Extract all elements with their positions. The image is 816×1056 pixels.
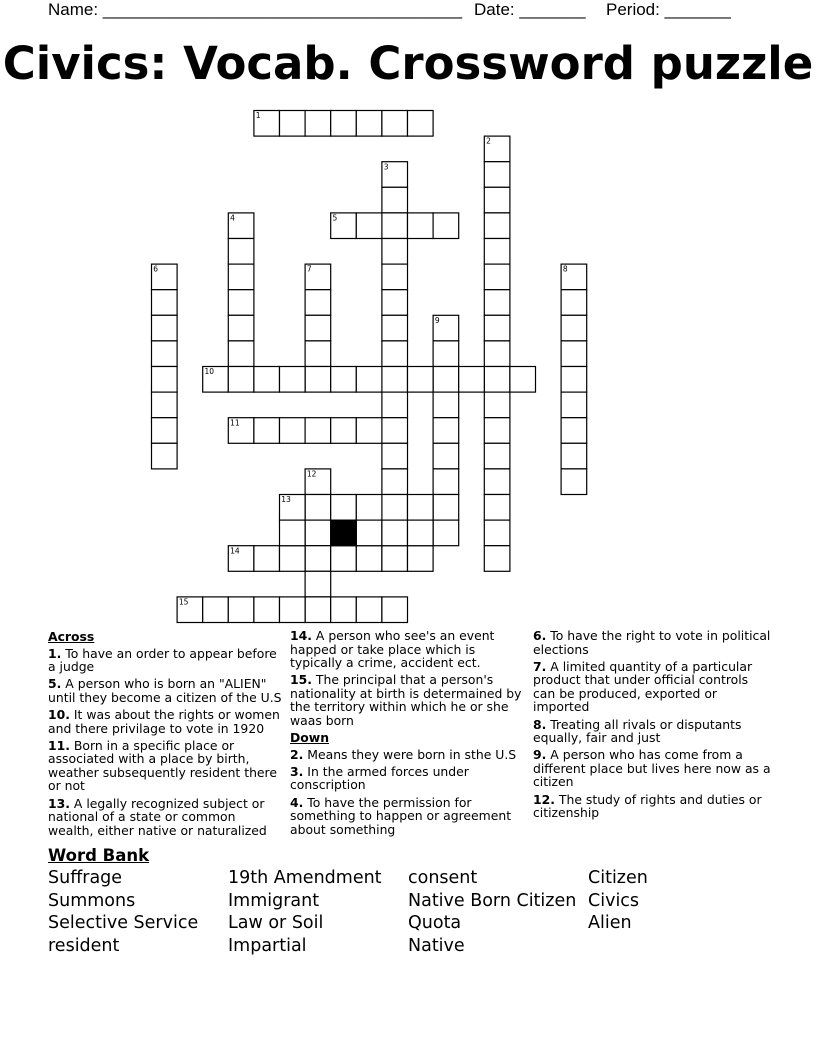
word-bank-item: resident xyxy=(48,936,120,956)
word-bank-item: Quota xyxy=(408,913,462,933)
grid-cell[interactable] xyxy=(305,546,331,572)
grid-cell[interactable] xyxy=(305,367,331,393)
clue-number-label: 4 xyxy=(230,213,235,223)
grid-cell[interactable] xyxy=(305,264,331,290)
grid-cell[interactable] xyxy=(484,187,510,213)
clue-across-11 xyxy=(48,739,284,793)
clues-column-1 xyxy=(48,629,284,841)
grid-cell[interactable] xyxy=(331,213,357,239)
clue-down-12 xyxy=(533,793,773,820)
clue-text: To have the right to vote in political elections xyxy=(533,628,771,657)
grid-cell[interactable] xyxy=(152,315,178,341)
clues-column-2 xyxy=(290,629,526,840)
black-cell xyxy=(331,520,357,546)
grid-cell[interactable] xyxy=(305,520,331,546)
clue-number: 14. xyxy=(290,628,312,643)
grid-cell[interactable] xyxy=(356,418,382,444)
grid-cell[interactable] xyxy=(382,392,408,418)
word-bank-title: Word Bank xyxy=(48,846,150,865)
grid-cell[interactable] xyxy=(484,136,510,162)
grid-cell[interactable] xyxy=(228,290,254,316)
grid-cell[interactable] xyxy=(484,495,510,521)
grid-cell[interactable] xyxy=(408,495,434,521)
clue-number-label: 8 xyxy=(562,264,568,274)
grid-cell[interactable] xyxy=(331,111,357,137)
clue-number-label: 14 xyxy=(230,546,240,556)
clue-text: To have the permission for something to happen or agreement about something xyxy=(290,794,512,837)
grid-cell[interactable] xyxy=(254,597,280,623)
grid-cell[interactable] xyxy=(254,546,280,572)
grid-cell[interactable] xyxy=(382,213,408,239)
clue-text: To have an order to appear before a judge xyxy=(48,645,277,675)
grid-cell[interactable] xyxy=(382,341,408,367)
grid-cell[interactable] xyxy=(331,597,357,623)
grid-cell[interactable] xyxy=(408,546,434,572)
grid-cell[interactable] xyxy=(305,469,331,495)
grid-cell[interactable] xyxy=(280,367,306,393)
grid-cell[interactable] xyxy=(152,264,178,290)
grid-cell[interactable] xyxy=(331,418,357,444)
grid-cell[interactable] xyxy=(382,187,408,213)
clue-number: 9. xyxy=(533,747,547,763)
grid-cell[interactable] xyxy=(228,264,254,290)
grid-cell[interactable] xyxy=(561,443,587,469)
grid-cell[interactable] xyxy=(561,367,587,393)
grid-cell[interactable] xyxy=(331,367,357,393)
clue-down-6 xyxy=(533,629,773,656)
grid-cell[interactable] xyxy=(382,495,408,521)
grid-cell[interactable] xyxy=(280,597,306,623)
clue-text: The principal that a person's nationality at birth is determained by the territory within which he or she waas born xyxy=(290,672,522,729)
grid-cell[interactable] xyxy=(305,111,331,137)
grid-cell[interactable] xyxy=(228,315,254,341)
clue-down-7 xyxy=(533,660,773,714)
grid-cell[interactable] xyxy=(305,597,331,623)
down-heading: Down xyxy=(290,730,330,746)
clue-number: 5. xyxy=(48,676,62,692)
grid-cell[interactable] xyxy=(382,546,408,572)
grid-cell[interactable] xyxy=(484,367,510,393)
clue-down-8 xyxy=(533,718,773,745)
word-bank-item: Alien xyxy=(588,913,632,933)
grid-cell[interactable] xyxy=(305,341,331,367)
grid-cell[interactable] xyxy=(408,111,434,137)
grid-cell[interactable] xyxy=(356,213,382,239)
clue-across-10 xyxy=(48,708,284,735)
grid-cell[interactable] xyxy=(433,469,459,495)
grid-cell[interactable] xyxy=(484,213,510,239)
clue-across-13 xyxy=(48,797,284,838)
grid-cell[interactable] xyxy=(408,520,434,546)
grid-cell[interactable] xyxy=(152,443,178,469)
word-bank-item: Impartial xyxy=(228,936,307,956)
clue-number-label: 3 xyxy=(383,162,389,172)
clue-number-label: 2 xyxy=(486,136,491,146)
grid-cell[interactable] xyxy=(280,520,306,546)
grid-cell[interactable] xyxy=(228,367,254,393)
grid-cell[interactable] xyxy=(356,367,382,393)
grid-cell[interactable] xyxy=(484,546,510,572)
word-bank-item: Summons xyxy=(48,891,136,911)
grid-cell[interactable] xyxy=(152,341,178,367)
clue-number: 15. xyxy=(290,672,312,688)
grid-cell[interactable] xyxy=(510,367,536,393)
clue-number: 3. xyxy=(290,763,304,779)
clue-across-5 xyxy=(48,677,284,704)
grid-cell[interactable] xyxy=(152,290,178,316)
grid-cell[interactable] xyxy=(484,315,510,341)
grid-cell[interactable] xyxy=(433,213,459,239)
grid-cell[interactable] xyxy=(305,290,331,316)
grid-cell[interactable] xyxy=(484,290,510,316)
grid-cell[interactable] xyxy=(280,418,306,444)
grid-cell[interactable] xyxy=(484,162,510,188)
word-bank-item: Native xyxy=(408,936,465,956)
grid-cell[interactable] xyxy=(484,239,510,265)
clue-text: Born in a specific place or associated with a place by birth, weather subsequently resident there or not xyxy=(48,737,277,794)
grid-cell[interactable] xyxy=(484,443,510,469)
clue-number-label: 15 xyxy=(178,597,189,607)
grid-cell[interactable] xyxy=(228,418,254,444)
grid-cell[interactable] xyxy=(305,418,331,444)
clue-across-15 xyxy=(290,673,526,727)
clue-text: Means they were born in sthe U.S xyxy=(307,746,517,762)
grid-cell[interactable] xyxy=(382,162,408,188)
grid-cell[interactable] xyxy=(408,213,434,239)
grid-cell[interactable] xyxy=(484,264,510,290)
grid-cell[interactable] xyxy=(305,495,331,521)
grid-cell[interactable] xyxy=(459,367,485,393)
clue-down-4 xyxy=(290,796,526,837)
clue-number-label: 6 xyxy=(153,264,159,274)
clue-number-label: 7 xyxy=(306,264,312,274)
grid-cell[interactable] xyxy=(382,264,408,290)
grid-cell[interactable] xyxy=(484,418,510,444)
grid-cell[interactable] xyxy=(382,315,408,341)
clue-number-label: 5 xyxy=(332,213,338,223)
clue-number: 12. xyxy=(533,791,555,807)
clue-text: It was about the rights or women and there privilage to vote in 1920 xyxy=(48,706,280,736)
grid-cell[interactable] xyxy=(228,239,254,265)
grid-cell[interactable] xyxy=(561,341,587,367)
word-bank-item: 19th Amendment xyxy=(228,868,382,888)
grid-cell[interactable] xyxy=(228,341,254,367)
word-bank-item: Suffrage xyxy=(48,868,123,888)
clues-column-3 xyxy=(533,629,773,823)
clue-text: A limited quantity of a particular product that under official controls can be produced, exported or imported xyxy=(533,658,753,715)
grid-cell[interactable] xyxy=(433,367,459,393)
grid-cell[interactable] xyxy=(433,418,459,444)
grid-cell[interactable] xyxy=(228,546,254,572)
grid-cell[interactable] xyxy=(382,418,408,444)
clue-number: 6. xyxy=(533,628,547,643)
grid-cell[interactable] xyxy=(254,367,280,393)
grid-cell[interactable] xyxy=(484,392,510,418)
grid-cell[interactable] xyxy=(254,418,280,444)
grid-cell[interactable] xyxy=(561,264,587,290)
name-line[interactable]: Name: ______________________________________ xyxy=(48,0,463,19)
grid-cell[interactable] xyxy=(382,239,408,265)
clue-text: In the armed forces under conscription xyxy=(290,763,469,793)
clue-text: A person who is born an "ALIEN" until they become a citizen of the U.S xyxy=(48,676,282,705)
grid-cell[interactable] xyxy=(433,392,459,418)
grid-cell[interactable] xyxy=(382,290,408,316)
clue-down-9 xyxy=(533,748,773,789)
grid-cell[interactable] xyxy=(152,367,178,393)
grid-cell[interactable] xyxy=(561,469,587,495)
grid-cell[interactable] xyxy=(280,111,306,137)
clue-text: A person who see's an event happed or take place which is typically a crime, accident ect. xyxy=(290,628,495,671)
clue-number: 10. xyxy=(48,706,70,722)
grid-cell[interactable] xyxy=(561,290,587,316)
grid-cell[interactable] xyxy=(254,111,280,137)
word-bank-item: Selective Service xyxy=(48,913,199,933)
clue-down-3 xyxy=(290,765,526,792)
grid-cell[interactable] xyxy=(382,367,408,393)
grid-cell[interactable] xyxy=(152,418,178,444)
clue-number-label: 11 xyxy=(230,418,240,428)
grid-cell[interactable] xyxy=(433,443,459,469)
grid-cell[interactable] xyxy=(382,597,408,623)
grid-cell[interactable] xyxy=(433,341,459,367)
grid-cell[interactable] xyxy=(433,495,459,521)
grid-cell[interactable] xyxy=(484,341,510,367)
clue-number-label: 13 xyxy=(281,495,291,505)
grid-cell[interactable] xyxy=(433,315,459,341)
word-bank-item: Law or Soil xyxy=(228,913,324,933)
grid-cell[interactable] xyxy=(280,546,306,572)
grid-cell[interactable] xyxy=(561,392,587,418)
grid-cell[interactable] xyxy=(177,597,203,623)
grid-cell[interactable] xyxy=(331,546,357,572)
word-bank-item: Immigrant xyxy=(228,891,320,911)
grid-cell[interactable] xyxy=(484,520,510,546)
clue-text: The study of rights and duties or citizenship xyxy=(533,791,762,821)
clue-across-1 xyxy=(48,647,284,674)
grid-cell[interactable] xyxy=(203,597,229,623)
clue-across-14 xyxy=(290,629,526,670)
clue-number: 8. xyxy=(533,716,547,732)
grid-cell[interactable] xyxy=(356,495,382,521)
page-title: Civics: Vocab. Crossword puzzle xyxy=(2,37,814,90)
clue-down-2 xyxy=(290,748,526,762)
grid-cell[interactable] xyxy=(203,367,229,393)
grid-cell[interactable] xyxy=(382,469,408,495)
grid-cell[interactable] xyxy=(228,597,254,623)
word-bank-item: Citizen xyxy=(588,868,648,888)
clue-number: 11. xyxy=(48,737,70,753)
word-bank-item: Native Born Citizen xyxy=(408,891,577,911)
grid-cell[interactable] xyxy=(228,213,254,239)
clue-number: 1. xyxy=(48,645,62,661)
across-heading: Across xyxy=(48,629,95,644)
grid-cell[interactable] xyxy=(408,367,434,393)
word-bank-item: Civics xyxy=(588,891,640,911)
grid-cell[interactable] xyxy=(331,495,357,521)
grid-cell[interactable] xyxy=(382,443,408,469)
clue-number: 4. xyxy=(290,794,304,810)
grid-cell[interactable] xyxy=(356,520,382,546)
clue-number-label: 12 xyxy=(306,469,317,479)
grid-cell[interactable] xyxy=(484,469,510,495)
clue-text: A person who has come from a different place but lives here now as a citizen xyxy=(533,747,771,790)
grid-cell[interactable] xyxy=(561,315,587,341)
grid-cell[interactable] xyxy=(356,597,382,623)
grid-cell[interactable] xyxy=(305,571,331,597)
clue-text: Treating all rivals or disputants equally, fair and just xyxy=(533,716,742,746)
grid-cell[interactable] xyxy=(433,520,459,546)
clue-number: 7. xyxy=(533,658,547,674)
grid-cell[interactable] xyxy=(356,546,382,572)
clue-number-label: 9 xyxy=(434,315,440,325)
grid-cell[interactable] xyxy=(305,315,331,341)
grid-cell[interactable] xyxy=(561,418,587,444)
clue-number-label: 10 xyxy=(204,367,215,377)
grid-cell[interactable] xyxy=(152,392,178,418)
word-bank-item: consent xyxy=(408,868,478,888)
date-line[interactable]: Date: _______ xyxy=(474,0,586,19)
grid-cell[interactable] xyxy=(382,520,408,546)
grid-cell[interactable] xyxy=(382,111,408,137)
clue-number: 13. xyxy=(48,795,70,811)
grid-cell[interactable] xyxy=(280,495,306,521)
clue-number: 2. xyxy=(290,746,304,762)
period-line[interactable]: Period: _______ xyxy=(606,0,731,19)
clue-number-label: 1 xyxy=(255,111,261,121)
grid-cell[interactable] xyxy=(356,111,382,137)
clue-text: A legally recognized subject or national of a state or common wealth, either native or naturalized xyxy=(48,795,267,838)
